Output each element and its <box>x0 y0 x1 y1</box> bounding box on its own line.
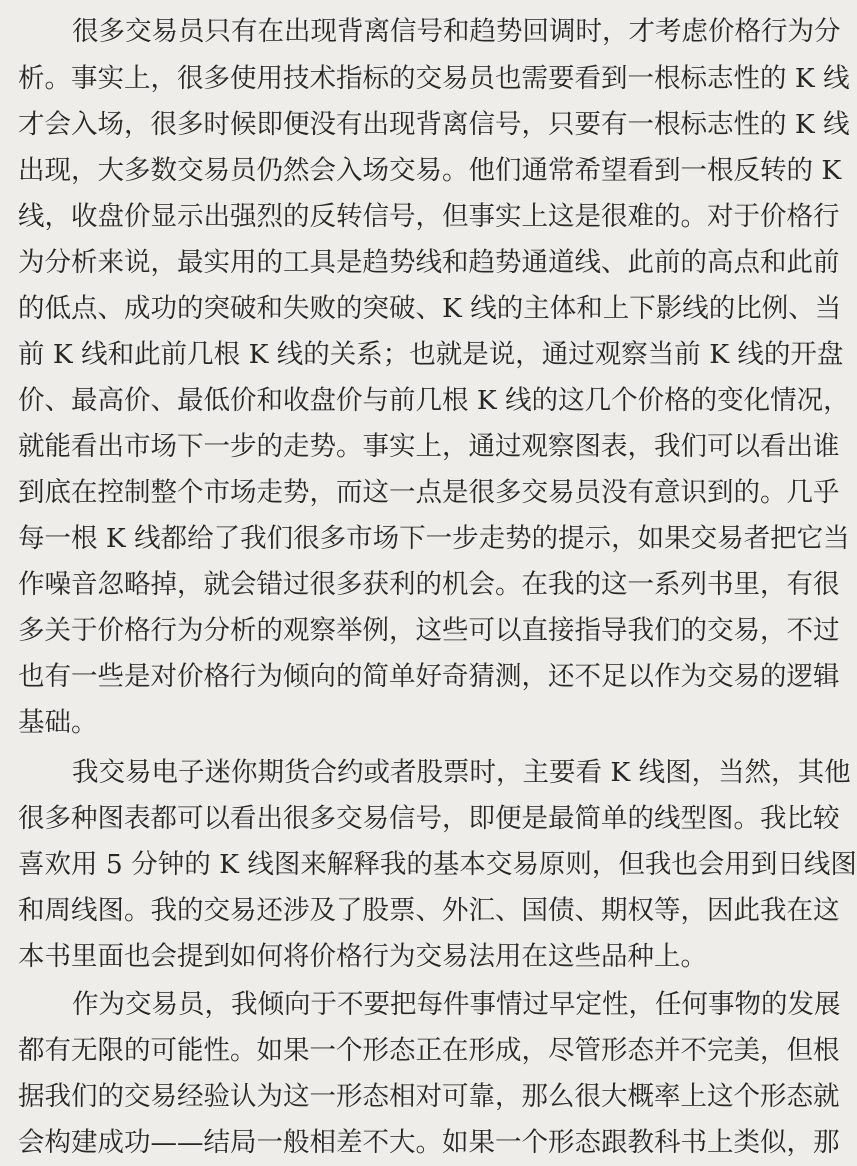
paragraph-3-line-4: 会构建成功——结局一般相差不大。如果一个形态跟教科书上类似，那 <box>18 1127 840 1158</box>
paragraph-2-line-1: 我交易电子迷你期货合约或者股票时，主要看 K 线图，当然，其他 <box>72 757 851 788</box>
paragraph-1-line-8: 前 K 线和此前几根 K 线的关系；也就是说，通过观察当前 K 线的开盘 <box>18 339 844 370</box>
paragraph-2-line-4: 和周线图。我的交易还涉及了股票、外汇、国债、期权等，因此我在这 <box>18 895 840 926</box>
paragraph-3-line-1: 作为交易员，我倾向于不要把每件事情过早定性，任何事物的发展 <box>72 989 841 1020</box>
paragraph-1-line-16: 基础。 <box>18 707 98 738</box>
paragraph-1-line-1: 很多交易员只有在出现背离信号和趋势回调时，才考虑价格行为分 <box>72 16 841 47</box>
paragraph-1-line-4: 出现，大多数交易员仍然会入场交易。他们通常希望看到一根反转的 K <box>18 155 842 186</box>
paragraph-1-line-9: 价、最高价、最低价和收盘价与前几根 K 线的这几个价格的变化情况， <box>18 385 850 416</box>
paragraph-1-line-10: 就能看出市场下一步的走势。事实上，通过观察图表，我们可以看出谁 <box>18 431 840 462</box>
paragraph-3-line-3: 据我们的交易经验认为这一形态相对可靠，那么很大概率上这个形态就 <box>18 1081 840 1112</box>
paragraph-1-line-6: 为分析来说，最实用的工具是趋势线和趋势通道线、此前的高点和此前 <box>18 247 840 278</box>
paragraph-3-line-2: 都有无限的可能性。如果一个形态正在形成，尽管形态并不完美，但根 <box>18 1035 840 1066</box>
paragraph-2-line-2: 很多种图表都可以看出很多交易信号，即便是最简单的线型图。我比较 <box>18 803 840 834</box>
paragraph-1-line-13: 作噪音忽略掉，就会错过很多获利的机会。在我的这一系列书里，有很 <box>18 569 840 600</box>
paragraph-1-line-14: 多关于价格行为分析的观察举例，这些可以直接指导我们的交易，不过 <box>18 615 840 646</box>
paragraph-2-line-5: 本书里面也会提到如何将价格行为交易法用在这些品种上。 <box>18 941 707 972</box>
paragraph-1-line-5: 线，收盘价显示出强烈的反转信号，但事实上这是很难的。对于价格行 <box>18 201 840 232</box>
paragraph-1-line-12: 每一根 K 线都给了我们很多市场下一步走势的提示，如果交易者把它当 <box>18 523 850 554</box>
paragraph-2-line-3: 喜欢用 5 分钟的 K 线图来解释我的基本交易原则，但我也会用到日线图 <box>18 849 857 880</box>
paragraph-1-line-2: 析。事实上，很多使用技术指标的交易员也需要看到一根标志性的 K 线 <box>18 63 850 94</box>
paragraph-1-line-15: 也有一些是对价格行为倾向的简单好奇猜测，还不足以作为交易的逻辑 <box>18 661 840 692</box>
paragraph-1-line-11: 到底在控制整个市场走势，而这一点是很多交易员没有意识到的。几乎 <box>18 477 840 508</box>
paragraph-1-line-7: 的低点、成功的突破和失败的突破、K 线的主体和上下影线的比例、当 <box>18 293 842 324</box>
paragraph-1-line-3: 才会入场，很多时候即便没有出现背离信号，只要有一根标志性的 K 线 <box>18 109 850 140</box>
